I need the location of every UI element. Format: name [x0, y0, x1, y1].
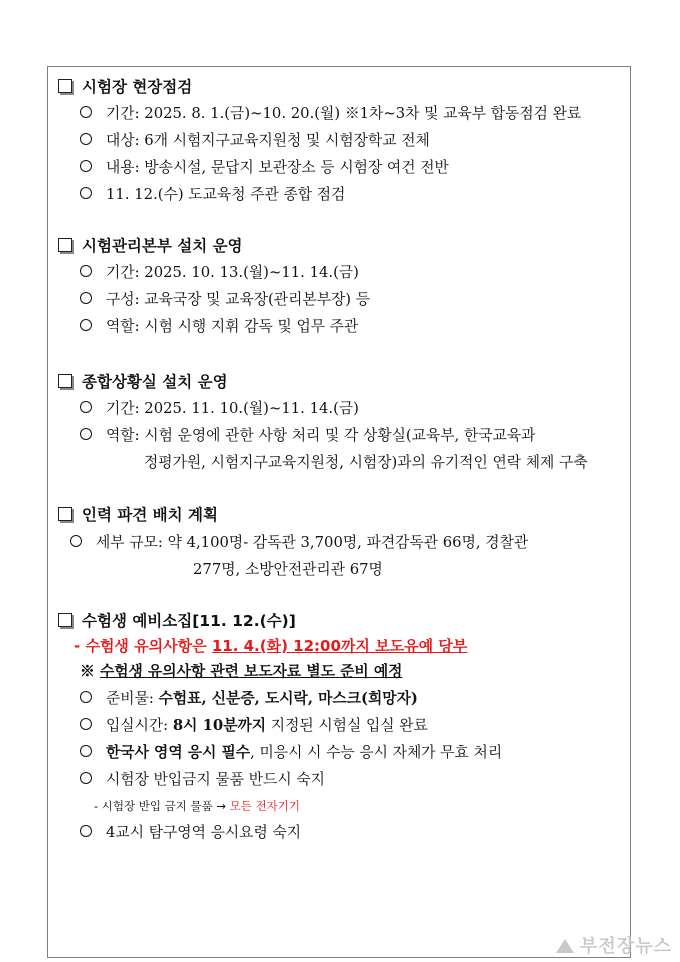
circle-bullet-icon	[80, 133, 92, 145]
circle-bullet-icon	[80, 187, 92, 199]
checkbox-square-icon	[58, 374, 72, 388]
list-item: 4교시 탐구영역 응시요령 숙지	[58, 819, 624, 846]
list-item: 기간: 2025. 11. 10.(월)~11. 14.(금)	[58, 395, 624, 422]
section-heading: 시험관리본부 설치 운영	[58, 234, 624, 258]
list-item: 준비물: 수험표, 신분증, 도시락, 마스크(희망자)	[58, 685, 624, 712]
section-heading: 종합상황실 설치 운영	[58, 370, 624, 394]
watermark: 부전장뉴스	[556, 932, 672, 958]
list-item-continuation: 정평가원, 시험지구교육지원청, 시험장)과의 유기적인 연락 체제 구축	[144, 454, 588, 471]
list-item: 내용: 방송시설, 문답지 보관장소 등 시험장 여건 전반	[58, 154, 624, 181]
list-item: 역할: 시험 운영에 관한 사항 처리 및 각 상황실(교육부, 한국교육과	[58, 422, 624, 449]
circle-bullet-icon	[80, 718, 92, 730]
section-preliminary-gathering	[58, 609, 624, 846]
list-item: 기간: 2025. 10. 13.(월)~11. 14.(금)	[58, 259, 624, 286]
circle-bullet-icon	[80, 292, 92, 304]
watermark-logo-icon	[556, 939, 574, 953]
circle-bullet-icon	[80, 265, 92, 277]
sub-item: - 시험장 반입 금지 물품 → 모든 전자기기	[94, 799, 301, 813]
document-frame	[47, 66, 631, 958]
section-heading: 수험생 예비소집[11. 12.(수)]	[58, 609, 624, 633]
list-item-continuation: 277명, 소방안전관리관 67명	[193, 561, 383, 578]
checkbox-square-icon	[58, 613, 72, 627]
circle-bullet-icon	[80, 106, 92, 118]
list-item: 시험장 반입금지 물품 반드시 숙지	[58, 766, 624, 793]
embargo-notice: - 수험생 유의사항은 11. 4.(화) 12:00까지 보도유예 당부	[74, 637, 468, 655]
list-item: 입실시간: 8시 10분까지 지정된 시험실 입실 완료	[58, 712, 624, 739]
list-item: 대상: 6개 시험지구교육지원청 및 시험장학교 전체	[58, 127, 624, 154]
list-item: 기간: 2025. 8. 1.(금)~10. 20.(월) ※1차~3차 및 교육부 합동점검 완료	[58, 100, 624, 127]
checkbox-square-icon	[58, 79, 72, 93]
section-heading: 인력 파견 배치 계획	[58, 503, 624, 527]
circle-bullet-icon	[80, 428, 92, 440]
section-staff-dispatch	[58, 503, 624, 583]
circle-bullet-icon	[80, 825, 92, 837]
circle-bullet-icon	[80, 772, 92, 784]
circle-bullet-icon	[80, 691, 92, 703]
section-management-hq	[58, 234, 624, 340]
circle-bullet-icon	[80, 319, 92, 331]
section-situation-room	[58, 370, 624, 476]
section-heading: 시험장 현장점검	[58, 75, 624, 99]
circle-bullet-icon	[80, 401, 92, 413]
section-site-inspection	[58, 75, 624, 208]
circle-bullet-icon	[80, 160, 92, 172]
list-item: 한국사 영역 응시 필수, 미응시 시 수능 응시 자체가 무효 처리	[58, 739, 624, 766]
list-item: 11. 12.(수) 도교육청 주관 종합 점검	[58, 181, 624, 208]
list-item: 역할: 시험 시행 지휘 감독 및 업무 주관	[58, 313, 624, 340]
checkbox-square-icon	[58, 238, 72, 252]
list-item: 구성: 교육국장 및 교육장(관리본부장) 등	[58, 286, 624, 313]
circle-bullet-icon	[70, 535, 82, 547]
checkbox-square-icon	[58, 507, 72, 521]
press-note: ※ 수험생 유의사항 관련 보도자료 별도 준비 예정	[80, 663, 403, 680]
list-item: 세부 규모: 약 4,100명- 감독관 3,700명, 파견감독관 66명, 경찰관	[58, 529, 624, 556]
circle-bullet-icon	[80, 745, 92, 757]
